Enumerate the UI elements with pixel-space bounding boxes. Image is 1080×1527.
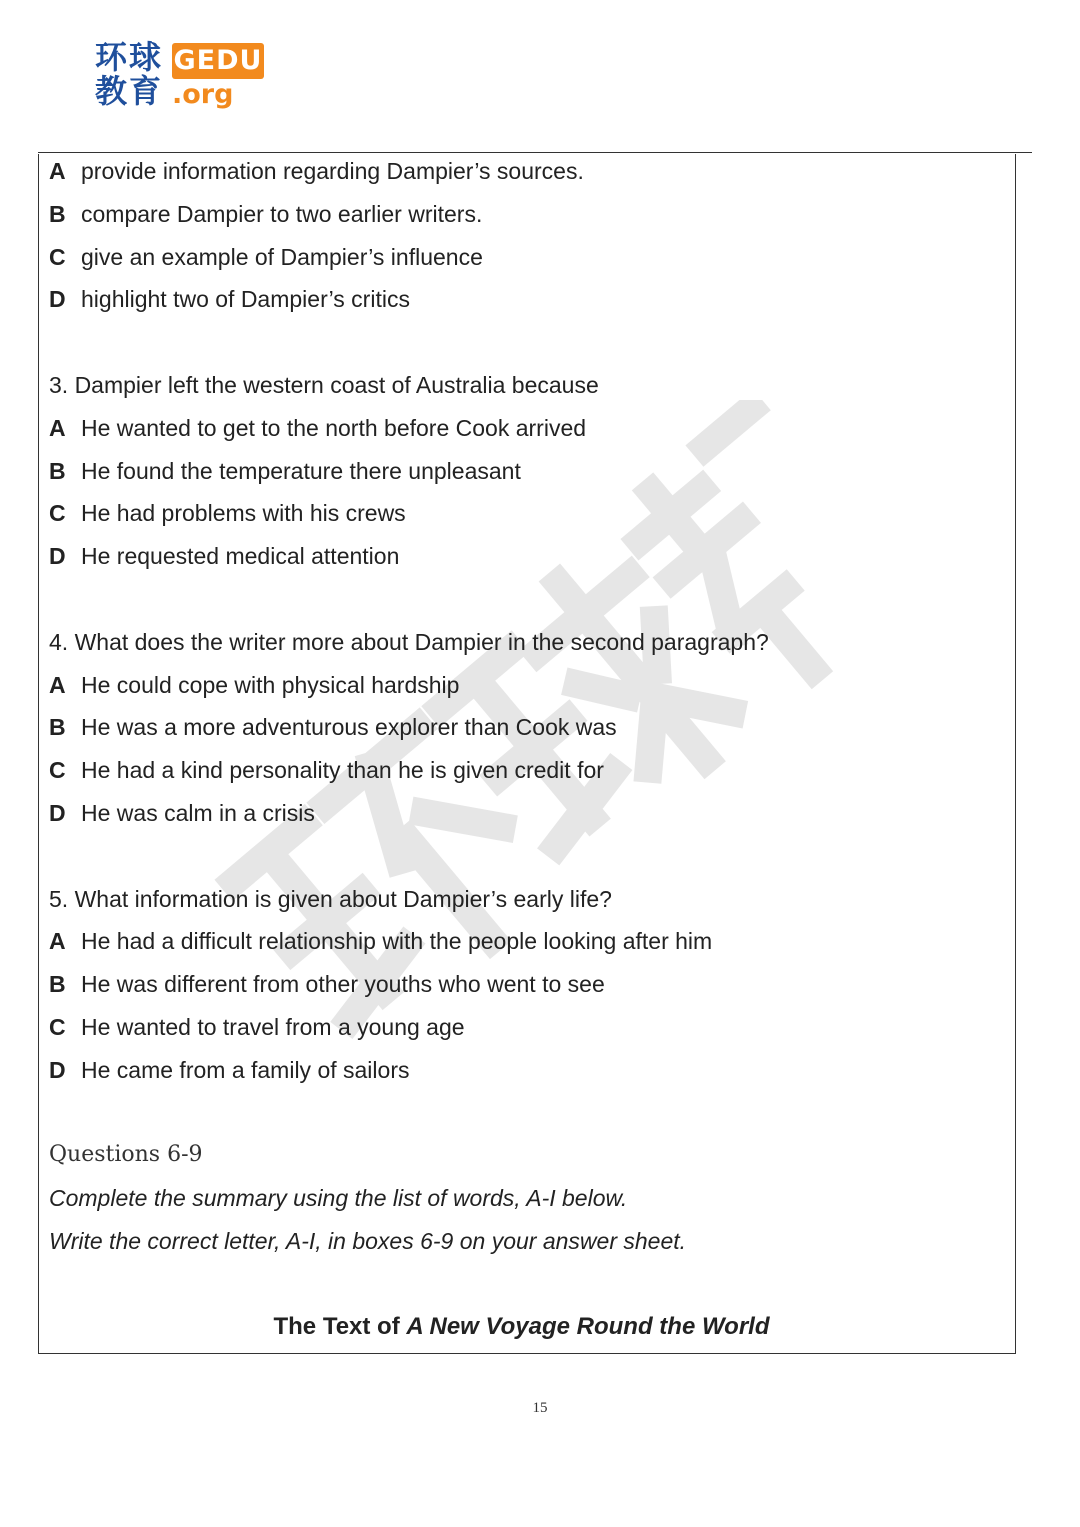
q3-option-d: D He requested medical attention bbox=[49, 543, 400, 570]
spacer bbox=[49, 835, 1004, 878]
gedu-logo bbox=[95, 40, 270, 115]
q4-stem: 4. What does the writer more about Dampier in the second paragraph? bbox=[49, 628, 769, 655]
questions-6-9-heading: Questions 6-9 bbox=[49, 1142, 203, 1168]
q3-option-a: A He wanted to get to the north before Cook arrived bbox=[49, 414, 587, 441]
q3-stem: 3. Dampier left the western coast of Australia because bbox=[49, 371, 599, 398]
logo-chinese-text: 环球 教育 bbox=[95, 38, 164, 110]
spacer bbox=[49, 321, 1004, 364]
q4-option-a: A He could cope with physical hardship bbox=[49, 671, 460, 698]
q5-stem: 5. What information is given about Dampier’s early life? bbox=[49, 885, 612, 912]
spacer bbox=[49, 1263, 1004, 1306]
instruction-1: Complete the summary using the list of words, A-I below. bbox=[49, 1185, 628, 1212]
q3-option-b: B He found the temperature there unpleasant bbox=[49, 457, 521, 484]
q5-option-d: D He came from a family of sailors bbox=[49, 1056, 410, 1083]
q3-option-c: C He had problems with his crews bbox=[49, 500, 406, 527]
q5-option-a: A He had a difficult relationship with the people looking after him bbox=[49, 928, 713, 955]
summary-title: The Text of A New Voyage Round the World bbox=[273, 1312, 770, 1340]
q4-option-c: C He had a kind personality than he is given credit for bbox=[49, 757, 604, 784]
page-number: 15 bbox=[532, 1400, 548, 1416]
spacer bbox=[49, 578, 1004, 621]
q5-option-b: B He was different from other youths who went to see bbox=[49, 971, 605, 998]
question-content bbox=[49, 150, 1004, 1348]
q5-option-c: C He wanted to travel from a young age bbox=[49, 1013, 465, 1040]
logo-gedu-badge: GEDU bbox=[172, 43, 264, 79]
q2-option-d: D highlight two of Dampier’s critics bbox=[49, 286, 410, 313]
q4-option-b: B He was a more adventurous explorer than Cook was bbox=[49, 714, 617, 741]
q2-option-a: A provide information regarding Dampier’s sources. bbox=[49, 158, 584, 184]
q2-option-b: B compare Dampier to two earlier writers. bbox=[49, 200, 483, 227]
logo-org-text: .org bbox=[172, 79, 234, 110]
instruction-2: Write the correct letter, A-I, in boxes 6-9 on your answer sheet. bbox=[49, 1227, 687, 1254]
spacer bbox=[49, 1092, 1004, 1135]
q4-option-d: D He was calm in a crisis bbox=[49, 799, 315, 826]
q2-option-c: C give an example of Dampier’s influence bbox=[49, 243, 483, 270]
